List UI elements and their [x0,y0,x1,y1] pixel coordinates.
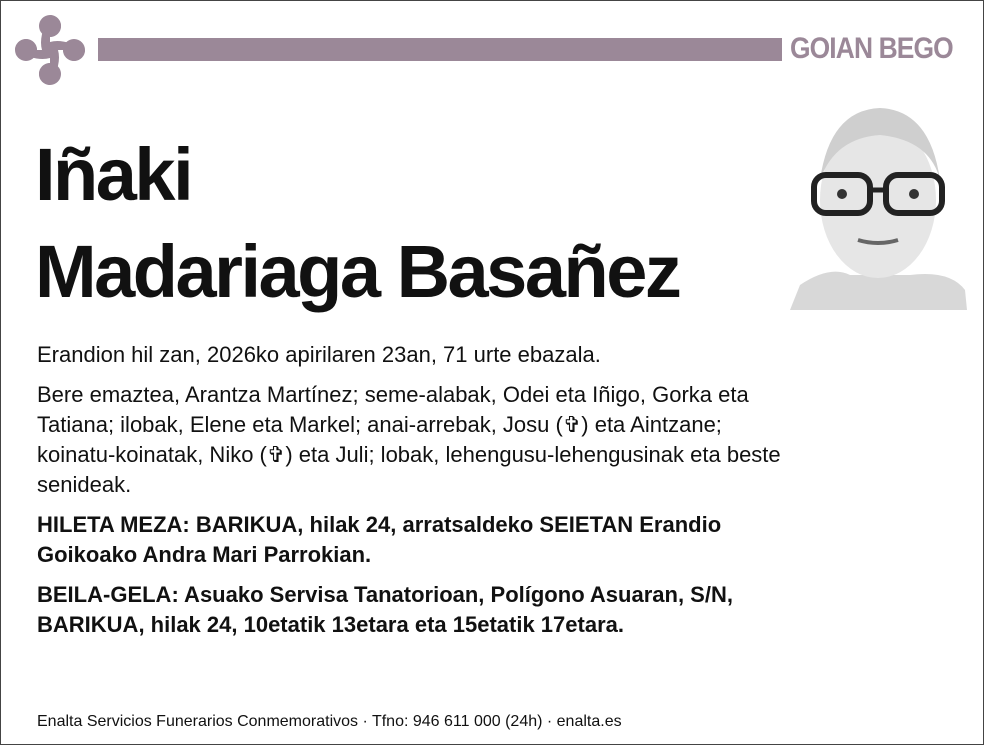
text-line: koinatu-koinatak, Niko (✞) eta Juli; lobak, lehengusu-lehengusinak eta beste [37,442,781,467]
notice-body [37,340,937,650]
header-bar [98,38,782,61]
text-line: Tatiana; ilobak, Elene eta Markel; anai-arrebak, Josu (✞) eta Aintzane; [37,412,722,437]
last-name: Madariaga Basañez [35,230,680,313]
footer-credits: Enalta Servicios Funerarios Conmemorativos · Tfno: 946 611 000 (24h) · enalta.es [37,713,622,730]
text-line: HILETA MEZA: BARIKUA, hilak 24, arratsaldeko SEIETAN Erandio [37,512,722,537]
text-line: senideak. [37,472,132,497]
death-paragraph [37,340,937,370]
text-line: Bere emaztea, Arantza Martínez; seme-alabak, Odei eta Iñigo, Gorka eta [37,382,749,407]
portrait-photo [790,100,967,310]
first-name: Iñaki [35,133,192,216]
brand-title: GOIAN BEGO [790,32,953,65]
text-line: BEILA-GELA: Asuako Servisa Tanatorioan, Polígono Asuaran, S/N, [37,582,733,607]
family-paragraph [37,380,937,500]
text-line: BARIKUA, hilak 24, 10etatik 13etara eta 15etatik 17etara. [37,612,624,637]
wake-paragraph [37,580,937,640]
lauburu-icon [12,12,88,88]
funeral-mass-paragraph [37,510,937,570]
text-line: Goikoako Andra Mari Parrokian. [37,542,372,567]
text-line: Erandion hil zan, 2026ko apirilaren 23an, 71 urte ebazala. [37,342,601,367]
